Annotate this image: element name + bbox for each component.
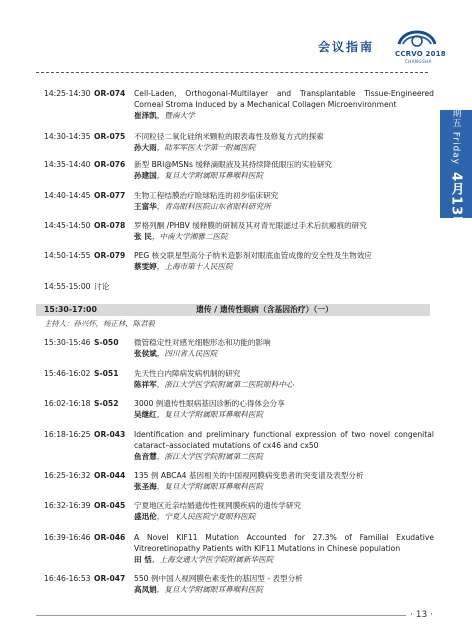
row-time: 15:30-15:46	[44, 338, 91, 347]
program-row	[44, 532, 434, 565]
row-author	[134, 348, 434, 359]
program-row	[44, 250, 434, 272]
row-time: 16:32-16:39	[44, 501, 91, 510]
row-author	[134, 110, 434, 121]
row-time: 16:39-16:46	[44, 533, 91, 542]
author-affiliation: ，复旦大学附属眼耳鼻喉科医院	[156, 410, 264, 419]
session-chairs: 主持人：孙兴怀，杨正林，陈君毅	[44, 319, 155, 328]
row-author	[134, 451, 434, 462]
row-author	[134, 409, 434, 420]
row-title: 先天性白内障病发病机制的研究	[134, 369, 241, 378]
row-time: 14:50-14:55	[44, 251, 91, 260]
author-name: 张 民	[134, 232, 152, 241]
page-number: · 13 ·	[406, 610, 437, 620]
row-code: OR-043	[94, 430, 126, 439]
page-section-title: 会议指南	[318, 40, 375, 54]
logo-city: CHANGSHA	[405, 59, 432, 64]
program-row	[44, 500, 434, 522]
program-row	[44, 470, 434, 492]
author-name: 陈祥军	[134, 380, 157, 389]
row-time: 14:35-14:40	[44, 160, 91, 169]
author-affiliation: ，复旦大学附属眼耳鼻喉科医院	[156, 171, 264, 180]
author-affiliation: ，宁夏人民医院宁夏眼科医院	[156, 512, 256, 521]
row-time: 16:25-16:32	[44, 471, 91, 480]
row-title: 宁夏地区近亲结婚遗传性视网膜疾病的遗传学研究	[134, 501, 302, 510]
program-row	[44, 220, 434, 242]
author-affiliation: ，上海交通大学医学院附属新华医院	[151, 555, 274, 564]
row-author	[134, 511, 434, 522]
row-code: OR-079	[94, 251, 126, 260]
row-title: A Novel KIF11 Mutation Accounted for 27.3% of Familial Exudative Vitreoretinopathy Patients with KIF11 Mutations in Chinese population	[134, 533, 434, 553]
session-header-bar	[36, 304, 430, 316]
program-row	[44, 131, 434, 153]
author-affiliation: ，四川省人民医院	[156, 349, 218, 358]
author-name: 高凤娟	[134, 585, 157, 594]
program-row	[44, 337, 434, 359]
row-time: 14:55-15:00	[44, 282, 91, 291]
row-author	[134, 379, 434, 390]
program-row	[44, 159, 434, 181]
header-divider	[36, 72, 428, 73]
row-code: OR-074	[94, 89, 126, 98]
row-title: 不同粒径二氧化硅纳米颗粒的眼表毒性及修复方式的探索	[134, 132, 324, 141]
program-row	[44, 88, 434, 121]
author-name: 吴继红	[134, 410, 157, 419]
row-title: 讨论	[94, 282, 110, 291]
author-name: 田 恬	[134, 555, 152, 564]
author-name: 孙建国	[134, 171, 157, 180]
author-affiliation: ，中南大学湘雅二医院	[151, 232, 228, 241]
row-title: 新型 BRI@MSNs 缓释滴眼液及其持续降低眼压的实验研究	[134, 160, 333, 169]
author-affiliation: ，陆军军医大学第一附属医院	[156, 143, 256, 152]
row-title: 550 例中国人视网膜色素变性的基因型 - 表型分析	[134, 574, 303, 583]
author-affiliation: ，复旦大学附属眼耳鼻喉科医院	[156, 482, 264, 491]
row-time: 16:18-16:25	[44, 430, 91, 439]
row-code: OR-047	[94, 574, 126, 583]
author-name: 盛迅伦	[134, 512, 157, 521]
row-author	[134, 142, 434, 153]
row-code: S-050	[94, 338, 119, 347]
row-code: OR-075	[94, 132, 126, 141]
program-row	[44, 368, 434, 390]
logo-name: CCRVO 2018	[395, 50, 446, 58]
row-title: 3000 例遗传性眼病基因诊断的心得体会分享	[134, 399, 285, 408]
program-row	[44, 573, 434, 595]
session-name: 遗传 / 遗传性眼病（含基因治疗）（一）	[196, 305, 333, 314]
row-author	[134, 231, 434, 242]
row-time: 14:25-14:30	[44, 89, 91, 98]
row-code: OR-046	[94, 533, 126, 542]
row-code: OR-076	[94, 160, 126, 169]
row-author	[134, 170, 434, 181]
row-time: 16:46-16:53	[44, 574, 91, 583]
author-name: 王富华	[134, 202, 157, 211]
row-title: Cell-Laden, Orthogonal-Multilayer and Transplantable Tissue-Engineered Corneal Stroma Induced by a Mechanical Collagen Microenvironment	[134, 89, 434, 109]
row-title: PEG 核交联星型高分子纳米造影剂对眼底血管成像的安全性及生物效应	[134, 251, 372, 260]
row-author	[134, 201, 434, 212]
row-time: 14:45-14:50	[44, 221, 91, 230]
row-time: 14:40-14:45	[44, 191, 91, 200]
row-code: S-051	[94, 369, 119, 378]
author-name: 崔泽凯	[134, 111, 157, 120]
row-time: 14:30-14:35	[44, 132, 91, 141]
program-row	[44, 281, 434, 292]
row-title: 135 例 ABCA4 基因相关的中国视网膜病变患者的突变谱及表型分析	[134, 471, 364, 480]
row-time: 16:02-16:18	[44, 399, 91, 408]
author-name: 蔡雯婷	[134, 262, 157, 271]
row-title: 罗格列酮 /PHBV 缓释膜的研制及其对青光眼滤过手术后抗瘢痕的研究	[134, 221, 367, 230]
author-name: 鱼音慧	[134, 452, 157, 461]
row-title: 生物工程结膜治疗睑球粘连的初步临床研究	[134, 191, 279, 200]
row-code: OR-078	[94, 221, 126, 230]
author-affiliation: ，浙江大学医学院附属第二医院眼科中心	[156, 380, 294, 389]
program-row	[44, 190, 434, 212]
row-author	[134, 481, 434, 492]
program-row	[44, 429, 434, 462]
row-author	[134, 261, 434, 272]
author-name: 张圣海	[134, 482, 157, 491]
author-name: 张侯斌	[134, 349, 157, 358]
program-row	[44, 398, 434, 420]
date-label: 4月13日	[448, 171, 464, 230]
row-code: OR-077	[94, 191, 126, 200]
row-title: Identification and preliminary functional expression of two novel congenital cataract–associated mutations of cx46 and cx50	[134, 430, 434, 450]
row-title: 微管稳定性对感光细胞形态和功能的影响	[134, 338, 271, 347]
row-code: S-052	[94, 399, 119, 408]
author-affiliation: ，复旦大学附属眼耳鼻喉科医院	[156, 585, 264, 594]
date-tab	[440, 98, 472, 230]
row-code: OR-044	[94, 471, 126, 480]
session-time: 15:30-17:00	[44, 305, 97, 314]
footer-divider	[36, 615, 430, 616]
row-author	[134, 554, 434, 565]
row-code: OR-045	[94, 501, 126, 510]
author-affiliation: ，青岛眼科医院山东省眼科研究所	[156, 202, 271, 211]
author-affiliation: ，浙江大学医学院附属第二医院	[156, 452, 264, 461]
row-time: 15:46-16:02	[44, 369, 91, 378]
author-name: 孙大雨	[134, 143, 157, 152]
author-affiliation: ，暨南大学	[156, 111, 195, 120]
weekday-label: 星期五 Friday	[450, 98, 461, 166]
row-author	[134, 584, 434, 595]
author-affiliation: ，上海市第十人民医院	[156, 262, 233, 271]
